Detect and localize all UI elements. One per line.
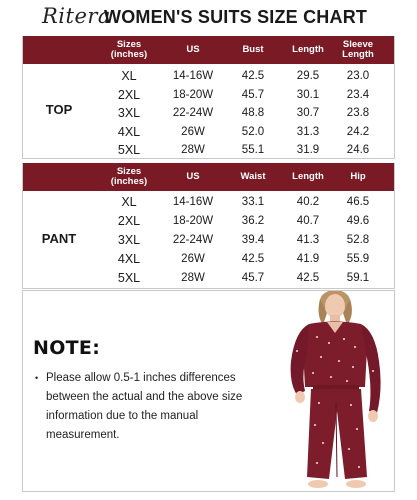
cell-length: 40.2 xyxy=(296,196,320,208)
cell-size: 5XL xyxy=(117,271,141,285)
cell-length: 30.7 xyxy=(296,107,320,119)
cell-length: 41.3 xyxy=(296,234,320,246)
cell-waist: 39.4 xyxy=(241,234,265,246)
cell-bust: 55.1 xyxy=(241,144,265,156)
cell-sleeve-length: 24.2 xyxy=(346,126,370,138)
bullet-icon: • xyxy=(35,373,39,383)
cell-us: 14-16W xyxy=(172,70,214,82)
cell-us: 22-24W xyxy=(172,234,214,246)
category-label-pant: PANT xyxy=(41,231,77,246)
cell-sleeve-length: 23.8 xyxy=(346,107,370,119)
col-header-hip: Hip xyxy=(350,171,366,182)
cell-length: 40.7 xyxy=(296,215,320,227)
cell-length: 31.9 xyxy=(296,144,320,156)
col-header-us: US xyxy=(186,171,200,182)
cell-bust: 42.5 xyxy=(241,70,265,82)
cell-waist: 36.2 xyxy=(241,215,265,227)
cell-waist: 45.7 xyxy=(241,272,265,284)
note-body xyxy=(35,369,260,445)
cell-length: 41.9 xyxy=(296,253,320,265)
page-title: WOMEN'S SUITS SIZE CHART xyxy=(104,7,368,27)
cell-sleeve-length: 23.0 xyxy=(346,70,370,82)
col-header-sizes: Sizes (inches) xyxy=(110,166,148,187)
table-row xyxy=(23,249,394,269)
cell-hip: 46.5 xyxy=(346,196,370,208)
cell-bust: 45.7 xyxy=(241,89,265,101)
col-header-waist: Waist xyxy=(240,171,266,182)
cell-size: 3XL xyxy=(117,233,141,247)
note-text: Please allow 0.5-1 inches differences between the actual and the above size information due to the manual measurement. xyxy=(46,372,243,441)
cell-sleeve-length: 24.6 xyxy=(346,144,370,156)
cell-length: 42.5 xyxy=(296,272,320,284)
cell-hip: 49.6 xyxy=(346,215,370,227)
table-row xyxy=(23,103,394,123)
cell-length: 31.3 xyxy=(296,126,320,138)
cell-us: 18-20W xyxy=(172,89,214,101)
col-header-us: US xyxy=(186,44,200,55)
note-panel xyxy=(22,290,395,492)
table-row xyxy=(23,122,394,142)
table-row xyxy=(23,268,394,288)
cell-us: 18-20W xyxy=(172,215,214,227)
table-row xyxy=(23,66,394,86)
pant-size-table xyxy=(22,163,395,289)
header xyxy=(0,0,417,36)
cell-size: 4XL xyxy=(117,252,141,266)
cell-bust: 48.8 xyxy=(241,107,265,119)
cell-hip: 55.9 xyxy=(346,253,370,265)
cell-us: 26W xyxy=(181,253,205,265)
table-row xyxy=(23,85,394,105)
cell-us: 26W xyxy=(181,126,205,138)
cell-size: 2XL xyxy=(117,214,141,228)
cell-length: 30.1 xyxy=(296,89,320,101)
cell-size: 2XL xyxy=(117,88,141,102)
table-row xyxy=(23,230,394,250)
cell-sleeve-length: 23.4 xyxy=(346,89,370,101)
cell-length: 29.5 xyxy=(296,70,320,82)
top-table-header xyxy=(23,36,394,64)
brand-logo: Ritera xyxy=(42,4,111,28)
table-row xyxy=(23,140,394,160)
col-header-sizes: Sizes (inches) xyxy=(110,39,148,60)
table-row xyxy=(23,192,394,212)
col-header-length: Length xyxy=(292,44,324,55)
model-photo xyxy=(269,291,395,491)
cell-hip: 59.1 xyxy=(346,272,370,284)
cell-bust: 52.0 xyxy=(241,126,265,138)
col-header-sleeve-length: Sleeve Length xyxy=(342,39,374,60)
cell-hip: 52.8 xyxy=(346,234,370,246)
pant-table-header xyxy=(23,163,394,191)
note-title: NOTE: xyxy=(33,337,101,359)
table-row xyxy=(23,211,394,231)
cell-waist: 33.1 xyxy=(241,196,265,208)
cell-us: 22-24W xyxy=(172,107,214,119)
cell-us: 28W xyxy=(181,272,205,284)
cell-size: 5XL xyxy=(117,143,141,157)
cell-us: 14-16W xyxy=(172,196,214,208)
cell-waist: 42.5 xyxy=(241,253,265,265)
col-header-bust: Bust xyxy=(242,44,264,55)
top-size-table xyxy=(22,36,395,159)
col-header-length: Length xyxy=(292,171,324,182)
cell-size: 4XL xyxy=(117,125,141,139)
cell-size: 3XL xyxy=(117,106,141,120)
category-label-top: TOP xyxy=(45,102,73,117)
cell-us: 28W xyxy=(181,144,205,156)
cell-size: XL xyxy=(121,69,137,83)
cell-size: XL xyxy=(121,195,137,209)
